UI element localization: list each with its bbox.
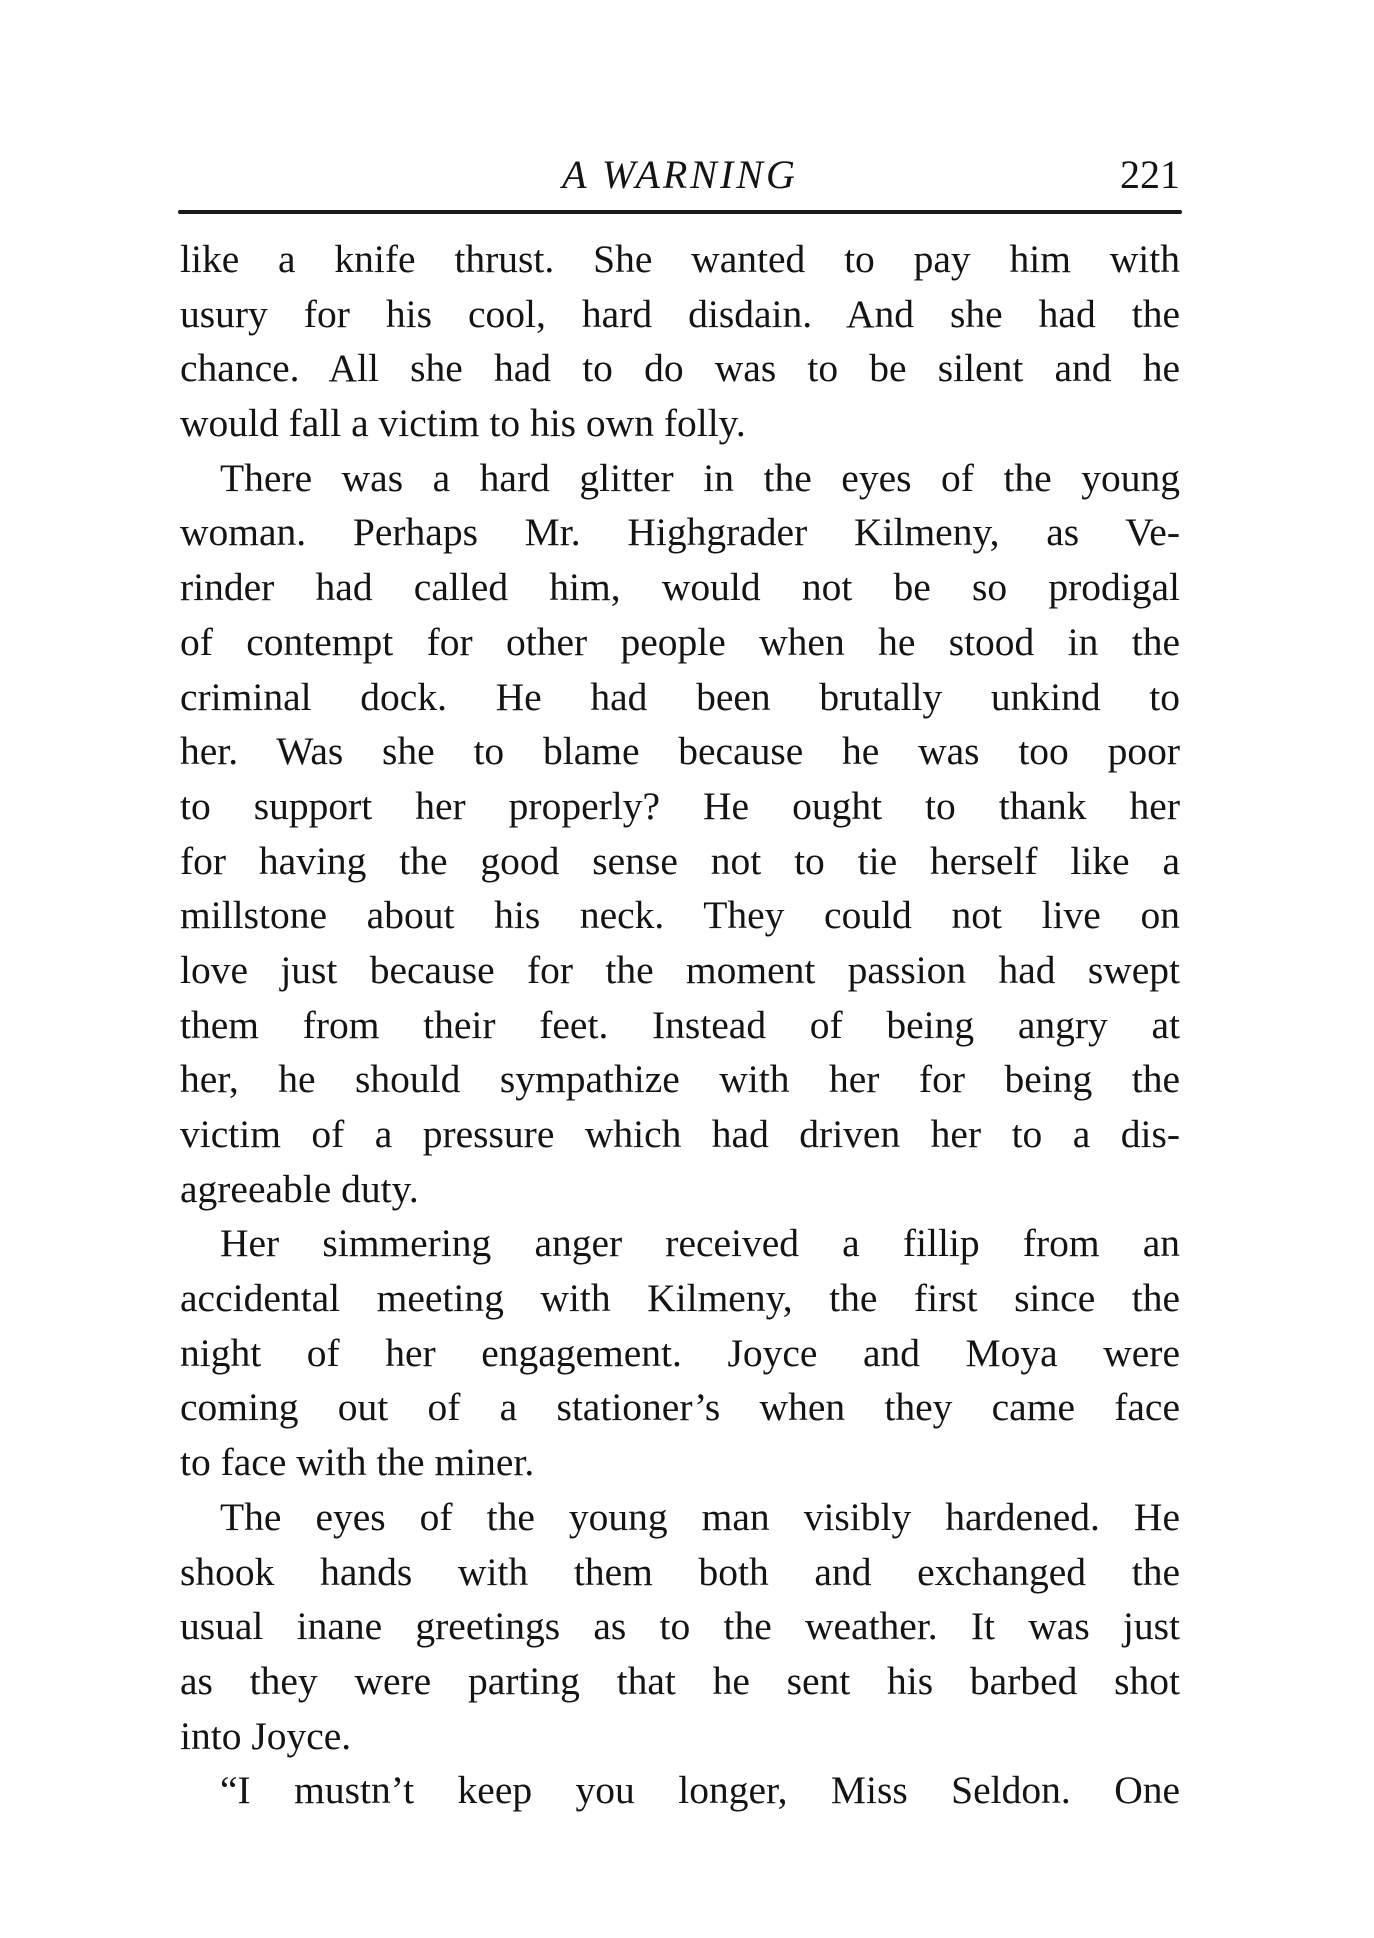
body-text bbox=[180, 232, 1180, 1818]
text-line: to face with the miner. bbox=[180, 1440, 535, 1485]
text-line: millstone about his neck. They could not live on bbox=[180, 893, 1180, 938]
text-line: night of her engagement. Joyce and Moya were bbox=[180, 1330, 1180, 1375]
text-line: chance. All she had to do was to be silent and he bbox=[180, 346, 1180, 391]
text-line: into Joyce. bbox=[180, 1713, 352, 1758]
text-line: her. Was she to blame because he was too poor bbox=[180, 729, 1180, 774]
text-line: usual inane greetings as to the weather. It was just bbox=[180, 1604, 1180, 1649]
text-line: as they were parting that he sent his barbed shot bbox=[180, 1658, 1180, 1703]
text-line: usury for his cool, hard disdain. And she had the bbox=[180, 291, 1180, 336]
text-line: her, he should sympathize with her for being the bbox=[180, 1057, 1180, 1102]
text-line: agreeable duty. bbox=[180, 1166, 419, 1211]
text-line: victim of a pressure which had driven her to a dis- bbox=[180, 1112, 1180, 1156]
text-line: woman. Perhaps Mr. Highgrader Kilmeny, as Ve- bbox=[180, 510, 1180, 555]
text-line: coming out of a stationer’s when they came face bbox=[180, 1385, 1180, 1430]
text-line: criminal dock. He had been brutally unkind to bbox=[180, 674, 1180, 719]
text-line: of contempt for other people when he stood in the bbox=[180, 619, 1180, 664]
text-line: There was a hard glitter in the eyes of the young bbox=[220, 455, 1180, 500]
text-line: The eyes of the young man visibly hardened. He bbox=[220, 1494, 1180, 1539]
text-line: shook hands with them both and exchanged the bbox=[180, 1549, 1180, 1594]
text-line: them from their feet. Instead of being angry at bbox=[180, 1002, 1180, 1047]
header-rule bbox=[178, 210, 1182, 214]
text-line: love just because for the moment passion had swept bbox=[180, 947, 1180, 992]
text-line: “I mustn’t keep you longer, Miss Seldon. One bbox=[220, 1768, 1180, 1813]
running-head: A WARNING bbox=[562, 152, 798, 197]
text-line: rinder had called him, would not be so prodigal bbox=[180, 565, 1180, 610]
page-number: 221 bbox=[1120, 152, 1180, 197]
text-line: would fall a victim to his own folly. bbox=[180, 401, 746, 446]
text-line: like a knife thrust. She wanted to pay him with bbox=[180, 237, 1180, 281]
text-line: for having the good sense not to tie herself like a bbox=[180, 838, 1180, 883]
text-line: Her simmering anger received a fillip from an bbox=[220, 1221, 1180, 1266]
text-line: accidental meeting with Kilmeny, the first since the bbox=[180, 1276, 1180, 1321]
page-header bbox=[180, 150, 1180, 200]
text-line: to support her properly? He ought to thank her bbox=[180, 783, 1180, 828]
